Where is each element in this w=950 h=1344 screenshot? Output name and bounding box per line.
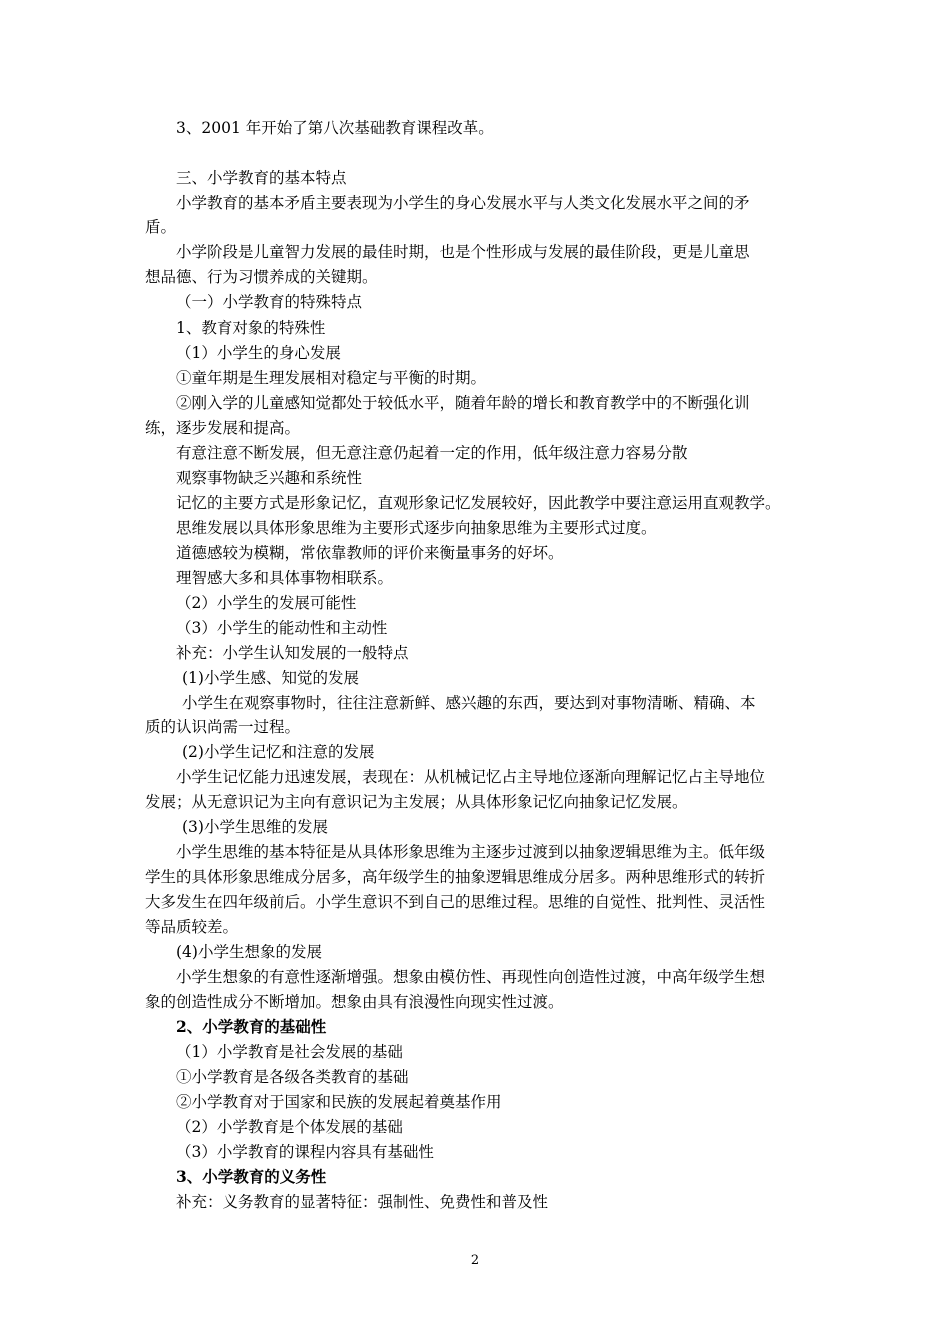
- paragraph-line: 小学生记忆能力迅速发展，表现在：从机械记忆占主导地位逐渐向理解记忆占主导地位: [176, 768, 766, 786]
- paragraph-line: 小学生想象的有意性逐渐增强。想象由模仿性、再现性向创造性过渡，中高年级学生想: [176, 968, 766, 986]
- paragraph-line: 小学生在观察事物时，往往注意新鲜、感兴趣的东西，要达到对事物清晰、精确、本: [182, 694, 756, 712]
- item-heading: (3)小学生思维的发展: [182, 818, 328, 836]
- paragraph-line: 等品质较差。: [145, 918, 239, 936]
- paragraph-line: 象的创造性成分不断增加。想象由具有浪漫性向现实性过渡。: [145, 993, 564, 1011]
- paragraph-line: 质的认识尚需一过程。: [145, 718, 301, 736]
- paragraph-line: 大多发生在四年级前后。小学生意识不到自己的思维过程。思维的自觉性、批判性、灵活性: [145, 893, 766, 911]
- paragraph-line: 补充：小学生认知发展的一般特点: [176, 644, 409, 662]
- paragraph-line: ②刚入学的儿童感知觉都处于较低水平，随着年龄的增长和教育教学中的不断强化训: [176, 394, 750, 412]
- paragraph-line: 盾。: [145, 218, 177, 236]
- paragraph-line: ②小学教育对于国家和民族的发展起着奠基作用: [176, 1093, 502, 1111]
- item-heading: (4)小学生想象的发展: [176, 943, 322, 961]
- paragraph-line: ①小学教育是各级各类教育的基础: [176, 1068, 409, 1086]
- item-heading: （3）小学生的能动性和主动性: [176, 619, 388, 637]
- paragraph-line: 思维发展以具体形象思维为主要形式逐步向抽象思维为主要形式过度。: [176, 519, 657, 537]
- paragraph-line: 3、2001 年开始了第八次基础教育课程改革。: [176, 119, 494, 137]
- paragraph-line: 小学生思维的基本特征是从具体形象思维为主逐步过渡到以抽象逻辑思维为主。低年级: [176, 843, 766, 861]
- paragraph-line: 想品德、行为习惯养成的关键期。: [145, 268, 378, 286]
- paragraph-line: 发展；从无意识记为主向有意识记为主发展；从具体形象记忆向抽象记忆发展。: [145, 793, 688, 811]
- paragraph-line: ①童年期是生理发展相对稳定与平衡的时期。: [176, 369, 487, 387]
- paragraph-line: 练，逐步发展和提高。: [145, 419, 301, 437]
- item-heading: （3）小学教育的课程内容具有基础性: [176, 1143, 434, 1161]
- page-number: 2: [470, 1253, 480, 1268]
- subsection-heading: （一）小学教育的特殊特点: [176, 293, 363, 311]
- item-heading: （1）小学生的身心发展: [176, 344, 341, 362]
- item-heading: 3、小学教育的义务性: [176, 1167, 327, 1186]
- paragraph-line: 补充：义务教育的显著特征：强制性、免费性和普及性: [176, 1193, 549, 1211]
- section-heading: 三、小学教育的基本特点: [176, 169, 347, 187]
- item-heading: 2、小学教育的基础性: [176, 1017, 327, 1036]
- item-heading: 1、教育对象的特殊性: [176, 319, 326, 337]
- paragraph-line: 小学阶段是儿童智力发展的最佳时期，也是个性形成与发展的最佳阶段，更是儿童思: [176, 243, 750, 261]
- paragraph-line: 有意注意不断发展，但无意注意仍起着一定的作用，低年级注意力容易分散: [176, 444, 688, 462]
- paragraph-line: 记忆的主要方式是形象记忆，直观形象记忆发展较好，因此教学中要注意运用直观教学。: [176, 494, 781, 512]
- item-heading: (1)小学生感、知觉的发展: [182, 669, 359, 687]
- item-heading: （2）小学教育是个体发展的基础: [176, 1118, 403, 1136]
- paragraph-line: 理智感大多和具体事物相联系。: [176, 569, 394, 587]
- item-heading: （2）小学生的发展可能性: [176, 594, 357, 612]
- paragraph-line: 学生的具体形象思维成分居多，高年级学生的抽象逻辑思维成分居多。两种思维形式的转折: [145, 868, 766, 886]
- paragraph-line: 道德感较为模糊，常依靠教师的评价来衡量事务的好坏。: [176, 544, 564, 562]
- paragraph-line: 小学教育的基本矛盾主要表现为小学生的身心发展水平与人类文化发展水平之间的矛: [176, 194, 750, 212]
- item-heading: (2)小学生记忆和注意的发展: [182, 743, 375, 761]
- paragraph-line: 观察事物缺乏兴趣和系统性: [176, 469, 363, 487]
- item-heading: （1）小学教育是社会发展的基础: [176, 1043, 403, 1061]
